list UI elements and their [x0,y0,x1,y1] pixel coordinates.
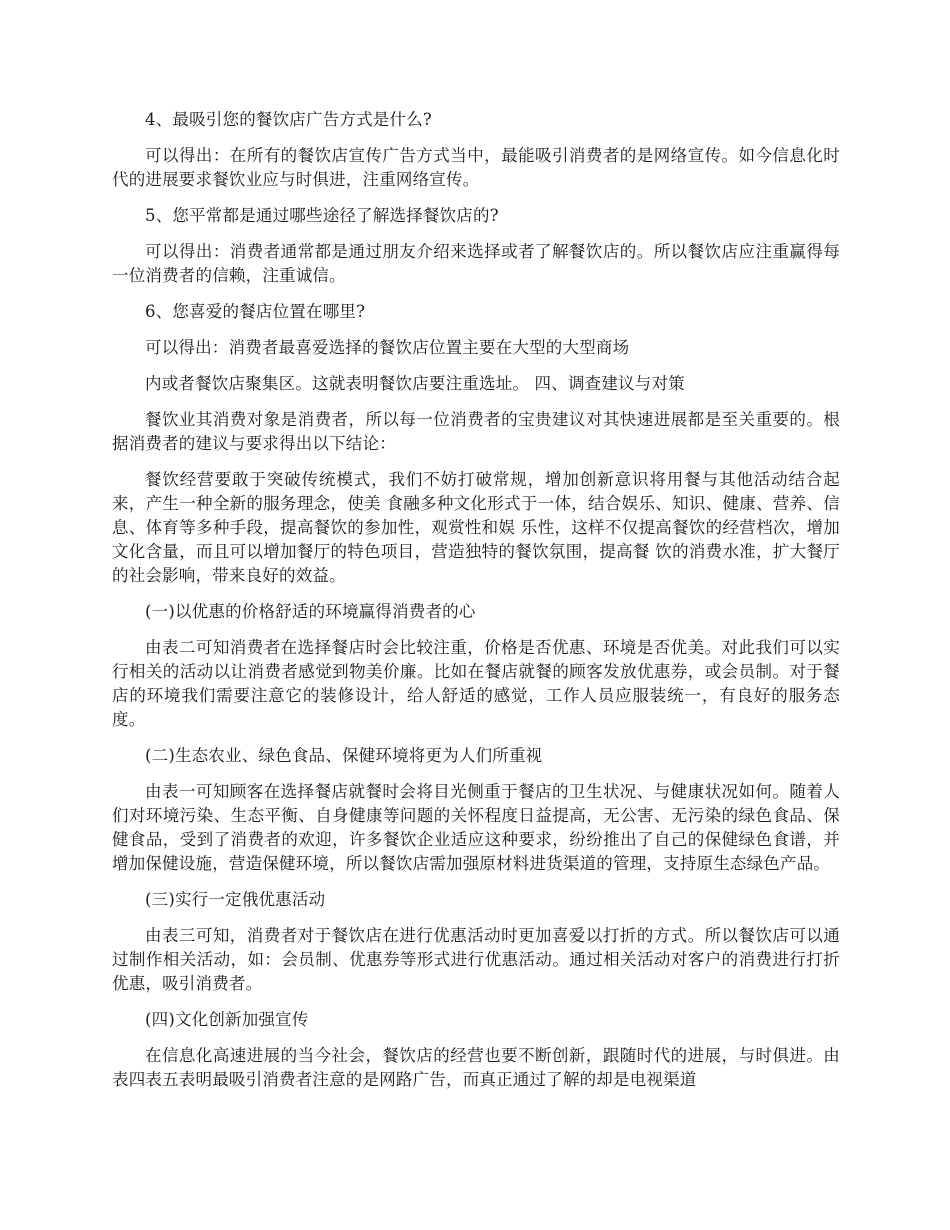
section-3-heading: (三)实行一定俄优惠活动 [145,890,326,909]
question-6-answer-continued: 内或者餐饮店聚集区。这就表明餐饮店要注重选址。 四、调查建议与对策 [145,374,685,393]
question-4-answer: 可以得出：在所有的餐饮店宣传广告方式当中，最能吸引消费者的是网络宣传。如今信息化时代的进展要求餐饮业应与时俱进，注重网络宣传。 [112,146,840,189]
question-4-heading: 4、最吸引您的餐饮店广告方式是什么? [145,110,432,129]
question-6-answer: 可以得出：消费者最喜爱选择的餐饮店位置主要在大型的大型商场 [145,338,630,357]
innovation-paragraph: 餐饮经营要敢于突破传统模式，我们不妨打破常规，增加创新意识将用餐与其他活动结合起来，产生一种全新的服务理念，使美 食融多种文化形式于一体，结合娱乐、知识、健康、营养、信息、体育等多种手段，提高餐饮的参加性，观赏性和娱 乐性，这样不仅提高餐饮的经营档次，增加文化含量，而且可以增加餐厅的特色项目，营造独特的餐饮氛围，提高餐 饮的消费水准，扩大餐厅的社会影响，带来良好的效益。 [112,470,840,585]
section-1-heading: (一)以优惠的价格舒适的环境赢得消费者的心 [145,602,476,621]
document-page [112,108,840,1104]
section-3-body: 由表三可知，消费者对于餐饮店在进行优惠活动时更加喜爱以打折的方式。所以餐饮店可以通过制作相关活动，如：会员制、优惠券等形式进行优惠活动。通过相关活动对客户的消费进行打折优惠，吸引消费者。 [112,926,840,993]
section-4-body: 在信息化高速进展的当今社会，餐饮店的经营也要不断创新，跟随时代的进展，与时俱进。由表四表五表明最吸引消费者注意的是网路广告，而真正通过了解的却是电视渠道 [112,1046,840,1089]
question-5-heading: 5、您平常都是通过哪些途径了解选择餐饮店的? [145,206,499,225]
section-4-heading: (四)文化创新加强宣传 [145,1010,309,1029]
question-6-heading: 6、您喜爱的餐店位置在哪里? [145,302,366,321]
section-2-heading: (二)生态农业、绿色食品、保健环境将更为人们所重视 [145,746,543,765]
section-2-body: 由表一可知顾客在选择餐店就餐时会将目光侧重于餐店的卫生状况、与健康状况如何。随着人们对环境污染、生态平衡、自身健康等问题的关怀程度日益提高，无公害、无污染的绿色食品、保健食品，受到了消费者的欢迎，许多餐饮企业适应这种要求，纷纷推出了自己的保健绿色食谱，并增加保健设施，营造保健环境，所以餐饮店需加强原材料进货渠道的管理，支持原生态绿色产品。 [112,782,840,873]
section-1-body: 由表二可知消费者在选择餐店时会比较注重，价格是否优惠、环境是否优美。对此我们可以实行相关的活动以让消费者感觉到物美价廉。比如在餐店就餐的顾客发放优惠券，或会员制。对于餐店的环境我们需要注意它的装修设计，给人舒适的感觉，工作人员应服装统一，有良好的服务态度。 [112,638,840,729]
question-5-answer: 可以得出：消费者通常都是通过朋友介绍来选择或者了解餐饮店的。所以餐饮店应注重赢得每一位消费者的信赖，注重诚信。 [112,242,840,285]
conclusion-intro: 餐饮业其消费对象是消费者，所以每一位消费者的宝贵建议对其快速进展都是至关重要的。根据消费者的建议与要求得出以下结论： [112,410,840,453]
